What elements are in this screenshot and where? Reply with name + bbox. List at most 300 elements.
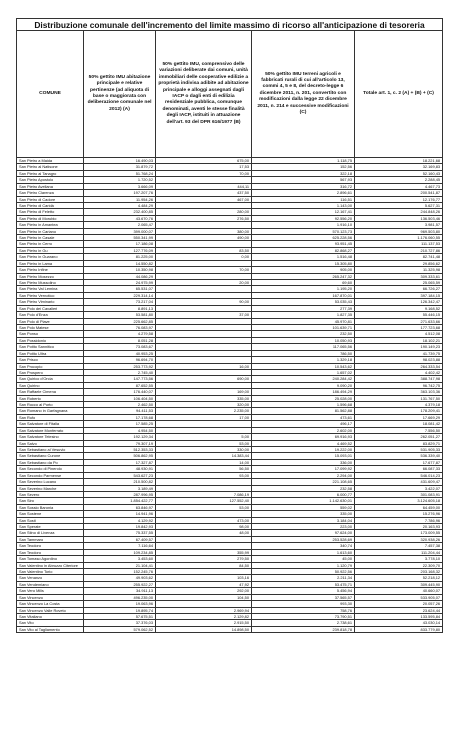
cell-comune: San Pietro in Cerro <box>17 241 84 247</box>
cell-col-b: 276,50 <box>156 215 252 221</box>
header-col-c: 50% gettito IMU terreni agricoli e fabbricati rurali di cui all'articolo 13, commi 4, 5 e 8, del decreto-legge 6 dicembre 2011, n. 201, convertito con modificazioni dalla legge 22 dicembre 2011, n. 214 e successive modificazioni (C) <box>252 31 355 158</box>
cell-col-b: 53,00 <box>156 440 252 446</box>
cell-comune: San Polo d'Enza <box>17 312 84 318</box>
cell-col-b: 437,50 <box>156 190 252 196</box>
cell-col-a: 512.353,33 <box>84 446 156 452</box>
cell-comune: San Severo <box>17 491 84 497</box>
cell-col-b: 14.383,44 <box>156 453 252 459</box>
cell-comune: San Rufo <box>17 414 84 420</box>
cell-col-c: 45,00 <box>252 556 355 562</box>
cell-col-c: 253.528,69 <box>252 536 355 542</box>
cell-col-a: 17.178,68 <box>84 414 156 420</box>
cell-comune: San Pietro in Casale <box>17 235 84 241</box>
cell-comune: San Pietro Vernotico <box>17 292 84 298</box>
cell-col-b: 17,00 <box>156 414 252 420</box>
cell-comune: San Pietro Apostolo <box>17 177 84 183</box>
cell-comune: San Prospero <box>17 369 84 375</box>
cell-col-b: 93,00 <box>156 472 252 478</box>
cell-col-a: 496.235,00 <box>84 594 156 600</box>
cell-total: 203.168,32 <box>355 569 443 575</box>
cell-col-c: 322,18 <box>252 170 355 176</box>
cell-comune: San Pietro in Amantea <box>17 222 84 228</box>
cell-total: 23.624,44 <box>355 607 443 613</box>
distribution-table <box>16 18 443 633</box>
cell-col-c: 1.142.630,01 <box>252 498 355 504</box>
cell-comune: San Pietro Clarenza <box>17 190 84 196</box>
cell-col-a: 16.490,03 <box>84 158 156 164</box>
cell-total: 3.981,57 <box>355 222 443 228</box>
cell-col-b: 20,00 <box>156 280 252 286</box>
cell-col-c: 1.827,35 <box>252 312 355 318</box>
cell-col-c: 15.305,80 <box>252 260 355 266</box>
cell-total: 83.829,71 <box>355 440 443 446</box>
cell-comune: San Siro <box>17 498 84 504</box>
cell-col-c: 786,50 <box>252 350 355 356</box>
cell-comune: San Potito Sannitico <box>17 344 84 350</box>
cell-total: 262.051,27 <box>355 434 443 440</box>
cell-col-c: 9.090,20 <box>252 382 355 388</box>
cell-comune: San Secondo Parmense <box>17 472 84 478</box>
cell-col-a: 4.954,50 <box>84 427 156 433</box>
cell-col-a: 2.065,47 <box>84 222 156 228</box>
cell-total: 388.747,98 <box>355 376 443 382</box>
cell-comune: San Vincenzo La Costa <box>17 601 84 607</box>
cell-total: 12.176,77 <box>355 196 443 202</box>
cell-col-c: 240.284,42 <box>252 376 355 382</box>
cell-col-a: 176.440,07 <box>84 389 156 395</box>
cell-total: 20.057,26 <box>355 601 443 607</box>
cell-col-c: 340,74 <box>252 543 355 549</box>
cell-col-c: 15.093,01 <box>252 453 355 459</box>
cell-total: 200.541,87 <box>355 190 443 196</box>
cell-comune: San Vito <box>17 620 84 626</box>
cell-total: 22.309,70 <box>355 562 443 568</box>
cell-total: 15.276,96 <box>355 511 443 517</box>
cell-col-b: 690,00 <box>156 376 252 382</box>
cell-col-b: 675,00 <box>156 158 252 164</box>
cell-comune: San Sebastiano Curone <box>17 453 84 459</box>
cell-comune: San Teodoro <box>17 549 84 555</box>
cell-col-a: 17.186,08 <box>84 241 156 247</box>
cell-col-a: 106.404,50 <box>84 395 156 401</box>
cell-comune: San Sosti <box>17 517 84 523</box>
cell-col-c: 69.916,93 <box>252 434 355 440</box>
cell-comune: San Severino Lucano <box>17 479 84 485</box>
cell-total: 52.160,43 <box>355 170 443 176</box>
cell-comune: San Pietro in Cariano <box>17 228 84 234</box>
cell-comune: San Pietro al Natisone <box>17 164 84 170</box>
cell-col-c: 92.556,20 <box>252 215 355 221</box>
cell-col-a: 232.400,85 <box>84 209 156 215</box>
cell-col-c: 97.624,00 <box>252 530 355 536</box>
cell-col-a: 48.930,91 <box>84 466 156 472</box>
cell-col-c: 316,72 <box>252 183 355 189</box>
cell-col-c: 25.028,00 <box>252 395 355 401</box>
cell-col-a: 31.879,72 <box>84 164 156 170</box>
cell-total: 43.030,14 <box>355 620 443 626</box>
cell-col-c: 5.456,94 <box>252 588 355 594</box>
cell-col-c: 152,56 <box>252 164 355 170</box>
cell-col-c: 167.870,01 <box>252 292 355 298</box>
cell-comune: San Pietro a Maida <box>17 158 84 164</box>
cell-col-c: 232,58 <box>252 485 355 491</box>
cell-col-b: 127.552,40 <box>156 498 252 504</box>
cell-comune: San Ponso <box>17 331 84 337</box>
cell-total: 5.627,31 <box>355 202 443 208</box>
cell-total: 7.457,38 <box>355 543 443 549</box>
cell-total: 66.087,33 <box>355 466 443 472</box>
cell-col-b: 490,00 <box>156 235 252 241</box>
cell-col-c: 1.916,10 <box>252 222 355 228</box>
cell-comune: San Pietro Viminario <box>17 299 84 305</box>
cell-col-c: 223,00 <box>252 524 355 530</box>
cell-comune: San Vitaliano <box>17 613 84 619</box>
cell-col-c: 82.868,27 <box>252 247 355 253</box>
cell-total: 111.204,44 <box>355 549 443 555</box>
cell-total: 126.342,47 <box>355 299 443 305</box>
cell-col-c: 1.329,18 <box>252 357 355 363</box>
cell-col-a: 44.086,29 <box>84 273 156 279</box>
cell-col-a: 17.327,87 <box>84 459 156 465</box>
cell-total: 271.633,66 <box>355 318 443 324</box>
cell-col-c: 2.896,61 <box>252 190 355 196</box>
cell-total: 178.209,41 <box>355 408 443 414</box>
cell-col-a: 79.307,19 <box>84 440 156 446</box>
cell-comune: San Sebastiano al Vesuvio <box>17 446 84 452</box>
cell-col-c: 101.639,71 <box>252 324 355 330</box>
cell-col-b: 2.915,50 <box>156 620 252 626</box>
cell-col-b: 48,00 <box>156 530 252 536</box>
cell-comune: San Sperate <box>17 524 84 530</box>
cell-col-b: 104,50 <box>156 594 252 600</box>
cell-col-b: 292,00 <box>156 588 252 594</box>
cell-col-c: 17.099,92 <box>252 466 355 472</box>
cell-col-b: 70,00 <box>156 170 252 176</box>
cell-col-a: 225.662,85 <box>84 318 156 324</box>
cell-comune: San Stino di Livenza <box>17 530 84 536</box>
cell-col-c: 116,51 <box>252 196 355 202</box>
cell-total: 320.938,26 <box>355 536 443 542</box>
cell-comune: San Sostene <box>17 511 84 517</box>
cell-col-c: 758,76 <box>252 607 355 613</box>
cell-col-a: 57.675,51 <box>84 613 156 619</box>
cell-col-c: 186.494,29 <box>252 389 355 395</box>
cell-col-b: 2.129,82 <box>156 613 252 619</box>
cell-col-a: 255.922,27 <box>84 581 156 587</box>
cell-col-c: 2.738,61 <box>252 620 355 626</box>
cell-col-a: 287.996,95 <box>84 491 156 497</box>
cell-col-c: 335,00 <box>252 511 355 517</box>
cell-comune: San Possidonio <box>17 337 84 343</box>
cell-total: 29.856,62 <box>355 260 443 266</box>
cell-comune: San Pietro di Cadore <box>17 196 84 202</box>
cell-col-b: 53,00 <box>156 504 252 510</box>
cell-col-a: 543.627,23 <box>84 472 156 478</box>
cell-col-c: 1.657,02 <box>252 369 355 375</box>
cell-col-a: 253.773,92 <box>84 363 156 369</box>
cell-col-a: 51.768,24 <box>84 170 156 176</box>
cell-col-c: 81.562,88 <box>252 408 355 414</box>
cell-col-b: 330,00 <box>156 446 252 452</box>
cell-total: 2.288,45 <box>355 177 443 183</box>
cell-col-a: 49.903,62 <box>84 575 156 581</box>
cell-total: 363.103,36 <box>355 389 443 395</box>
cell-col-a: 40.953,25 <box>84 350 156 356</box>
cell-col-c: 1.120,79 <box>252 562 355 568</box>
cell-total: 98.023,88 <box>355 357 443 363</box>
cell-total: 82.741,48 <box>355 254 443 260</box>
cell-comune: San Pietro al Tanagro <box>17 170 84 176</box>
cell-comune: San Pietro Infine <box>17 267 84 273</box>
cell-total: 9.168,52 <box>355 305 443 311</box>
cell-col-b: 7.086,19 <box>156 491 252 497</box>
cell-total: 4.512,08 <box>355 331 443 337</box>
cell-col-a: 94.411,53 <box>84 408 156 414</box>
cell-col-a: 127.776,09 <box>84 247 156 253</box>
cell-total: 3.422,07 <box>355 485 443 491</box>
cell-total: 969.503,80 <box>355 228 443 234</box>
table-row <box>17 626 443 632</box>
cell-col-c: 239.818,78 <box>252 626 355 632</box>
table-body <box>17 158 443 633</box>
cell-col-a: 19.063,96 <box>84 601 156 607</box>
cell-col-a: 210.500,82 <box>84 479 156 485</box>
table-title-row <box>17 19 443 31</box>
cell-col-b: 444,11 <box>156 183 252 189</box>
cell-comune: San Severino Marche <box>17 485 84 491</box>
cell-comune: San Pietro in Guarano <box>17 254 84 260</box>
cell-total: 7.556,50 <box>355 427 443 433</box>
cell-col-b: 84,50 <box>156 562 252 568</box>
cell-col-b: 2.235,00 <box>156 408 252 414</box>
cell-col-c: 6.000,77 <box>252 491 355 497</box>
cell-col-b: 0,00 <box>156 254 252 260</box>
cell-total: 18.081,42 <box>355 421 443 427</box>
cell-total: 20.163,93 <box>355 524 443 530</box>
cell-total: 41.739,75 <box>355 350 443 356</box>
cell-col-c: 473,61 <box>252 414 355 420</box>
cell-col-a: 147.773,56 <box>84 376 156 382</box>
cell-col-c: 37.565,57 <box>252 594 355 600</box>
cell-col-c: 19.222,00 <box>252 446 355 452</box>
cell-col-c: 1.143,00 <box>252 202 355 208</box>
cell-comune: San Salvatore Monferrato <box>17 427 84 433</box>
cell-col-b: 70,00 <box>156 267 252 273</box>
cell-col-c: 117.065,56 <box>252 344 355 350</box>
cell-col-b: 83,50 <box>156 247 252 253</box>
cell-col-b: 103,16 <box>156 575 252 581</box>
cell-total: 64.459,00 <box>355 504 443 510</box>
cell-col-a: 1.720,52 <box>84 177 156 183</box>
cell-comune: San Pietro Mussolino <box>17 280 84 286</box>
cell-col-b: 473,00 <box>156 517 252 523</box>
cell-total: 4.402,42 <box>355 369 443 375</box>
cell-col-a: 3.666,09 <box>84 183 156 189</box>
cell-col-c: 2.602,00 <box>252 427 355 433</box>
cell-col-b: 320,00 <box>156 402 252 408</box>
cell-col-a: 152.245,76 <box>84 569 156 575</box>
cell-col-a: 73.083,67 <box>84 344 156 350</box>
cell-comune: San Valentino in Abruzzo Citeriore <box>17 562 84 568</box>
cell-total: 173.009,55 <box>355 530 443 536</box>
cell-total: 96.742,75 <box>355 382 443 388</box>
cell-comune: San Salvatore Telesino <box>17 434 84 440</box>
cell-comune: San Vendemiano <box>17 581 84 587</box>
cell-total: 4.379,18 <box>355 402 443 408</box>
cell-total: 397.184,15 <box>355 292 443 298</box>
cell-total: 131.767,50 <box>355 395 443 401</box>
cell-col-c: 993,30 <box>252 601 355 607</box>
cell-comune: San Pietro Mosezzo <box>17 273 84 279</box>
cell-comune: San Raffaele Cimena <box>17 389 84 395</box>
cell-comune: San Pietro di Morubio <box>17 215 84 221</box>
cell-comune: San Pietro in Gu <box>17 247 84 253</box>
cell-comune: San Vincenzo Valle Roveto <box>17 607 84 613</box>
cell-comune: San Pietro di Caridà <box>17 202 84 208</box>
cell-col-a: 192.129,34 <box>84 434 156 440</box>
cell-col-a: 109.234,85 <box>84 549 156 555</box>
cell-total: 133.595,84 <box>355 613 443 619</box>
cell-col-a: 87.652,55 <box>84 382 156 388</box>
cell-total: 17.669,29 <box>355 414 443 420</box>
cell-col-a: 11.954,26 <box>84 196 156 202</box>
cell-col-b: 37,00 <box>156 312 252 318</box>
cell-comune: San Roberto <box>17 395 84 401</box>
cell-col-c: 53.035,43 <box>252 299 355 305</box>
cell-col-c: 12.167,41 <box>252 209 355 215</box>
cell-col-b: 467,00 <box>156 196 252 202</box>
cell-col-b: 16,00 <box>156 363 252 369</box>
cell-col-b: 98,00 <box>156 524 252 530</box>
cell-col-b: 380,00 <box>156 228 252 234</box>
table-title: Distribuzione comunale dell'incremento del limite massimo di ricorso all'anticipazione di tesoreria <box>17 19 443 31</box>
cell-comune: San Sebastiano da Po <box>17 459 84 465</box>
cell-col-b: 335,00 <box>156 395 252 401</box>
cell-total: 3.124.605,18 <box>355 498 443 504</box>
cell-col-b: 56,50 <box>156 466 252 472</box>
cell-total: 55.446,15 <box>355 312 443 318</box>
cell-col-c: 336,00 <box>252 459 355 465</box>
cell-col-c: 221.108,65 <box>252 479 355 485</box>
cell-total: 309.445,90 <box>355 581 443 587</box>
cell-col-b: 14,00 <box>156 459 252 465</box>
cell-col-b: 280,00 <box>156 209 252 215</box>
cell-total: 309.333,61 <box>355 273 443 279</box>
cell-col-a: 3.453,60 <box>84 556 156 562</box>
cell-col-c: 10.050,93 <box>252 337 355 343</box>
cell-total: 4.467,73 <box>355 183 443 189</box>
cell-col-a: 63.846,97 <box>84 504 156 510</box>
cell-comune: San Pietro Avellana <box>17 183 84 189</box>
cell-col-a: 399.000,07 <box>84 228 156 234</box>
cell-total: 546.014,23 <box>355 472 443 478</box>
cell-col-c: 3.184,04 <box>252 517 355 523</box>
cell-col-a: 67.409,57 <box>84 536 156 542</box>
cell-col-a: 75.337,55 <box>84 530 156 536</box>
cell-col-a: 43.670,76 <box>84 215 156 221</box>
cell-col-a: 579.062,52 <box>84 626 156 632</box>
header-comune: COMUNE <box>17 31 84 158</box>
cell-comune: San Polo Matese <box>17 324 84 330</box>
cell-total: 3.778,10 <box>355 556 443 562</box>
cell-comune: San Salvo <box>17 440 84 446</box>
cell-total: 431.609,47 <box>355 479 443 485</box>
cell-total: 210.727,86 <box>355 247 443 253</box>
cell-col-b: 14.898,50 <box>156 626 252 632</box>
cell-comune: San Quirino <box>17 382 84 388</box>
cell-col-c: 4.469,52 <box>252 440 355 446</box>
cell-comune: San Vito al Tagliamento <box>17 626 84 632</box>
cell-comune: San Romano in Garfagnana <box>17 408 84 414</box>
cell-col-b: 169,00 <box>156 389 252 395</box>
cell-col-a: 8.051,28 <box>84 337 156 343</box>
cell-comune: San Procopio <box>17 363 84 369</box>
cell-col-c: 1.516,48 <box>252 254 355 260</box>
cell-col-a: 506.862,95 <box>84 453 156 459</box>
cell-total: 17.677,87 <box>355 459 443 465</box>
cell-col-b: 279,50 <box>156 556 252 562</box>
cell-comune: San Rocco al Porto <box>17 402 84 408</box>
cell-total: 264.333,54 <box>355 363 443 369</box>
cell-col-c: 232,50 <box>252 331 355 337</box>
cell-total: 190.149,23 <box>355 344 443 350</box>
cell-comune: San Secondo di Pinerolo <box>17 466 84 472</box>
cell-col-c: 2.294,00 <box>252 472 355 478</box>
cell-col-a: 19.895,74 <box>84 607 156 613</box>
cell-comune: San Salvatore di Fitalia <box>17 421 84 427</box>
cell-col-a: 65.531,07 <box>84 286 156 292</box>
cell-col-c: 10.543,62 <box>252 363 355 369</box>
cell-col-c: 1.118,75 <box>252 158 355 164</box>
cell-comune: San Tomaso Agordino <box>17 556 84 562</box>
cell-col-c: 265.247,32 <box>252 273 355 279</box>
cell-comune: San Pietro in Lama <box>17 260 84 266</box>
cell-total: 533.905,07 <box>355 594 443 600</box>
cell-total: 32.169,83 <box>355 164 443 170</box>
cell-col-a: 19.842,93 <box>84 524 156 530</box>
table-header-row <box>17 31 443 158</box>
cell-col-a: 76.083,97 <box>84 324 156 330</box>
cell-comune: San Sossio Baronia <box>17 504 84 510</box>
cell-comune: San Potito Ultra <box>17 350 84 356</box>
cell-total: 25.065,59 <box>355 280 443 286</box>
cell-total: 301.083,91 <box>355 491 443 497</box>
cell-col-a: 8.891,13 <box>84 305 156 311</box>
cell-col-b: 17,53 <box>156 164 252 170</box>
cell-col-a: 7.116,64 <box>84 543 156 549</box>
cell-col-a: 34.911,13 <box>84 588 156 594</box>
cell-total: 18.221,68 <box>355 158 443 164</box>
cell-col-c: 625.228,56 <box>252 235 355 241</box>
cell-col-c: 45.970,81 <box>252 318 355 324</box>
cell-col-c: 567,93 <box>252 177 355 183</box>
cell-col-c: 53.475,71 <box>252 581 355 587</box>
cell-col-c: 1.596,68 <box>252 402 355 408</box>
cell-col-c: 69,60 <box>252 280 355 286</box>
cell-comune: San Pietro Val Lemina <box>17 286 84 292</box>
cell-col-b: 2.969,94 <box>156 607 252 613</box>
cell-comune: San Valentino Torio <box>17 569 84 575</box>
cell-comune: San Prisco <box>17 357 84 363</box>
cell-total: 536.339,40 <box>355 453 443 459</box>
cell-col-a: 10.350,98 <box>84 267 156 273</box>
cell-total: 7.786,96 <box>355 517 443 523</box>
header-col-total: Totale art. 1, c. 2 (A) + (B) + (C) <box>355 31 443 158</box>
cell-total: 833.779,80 <box>355 626 443 632</box>
cell-col-a: 37.376,03 <box>84 620 156 626</box>
cell-col-a: 2.745,40 <box>84 369 156 375</box>
cell-total: 177.723,68 <box>355 324 443 330</box>
